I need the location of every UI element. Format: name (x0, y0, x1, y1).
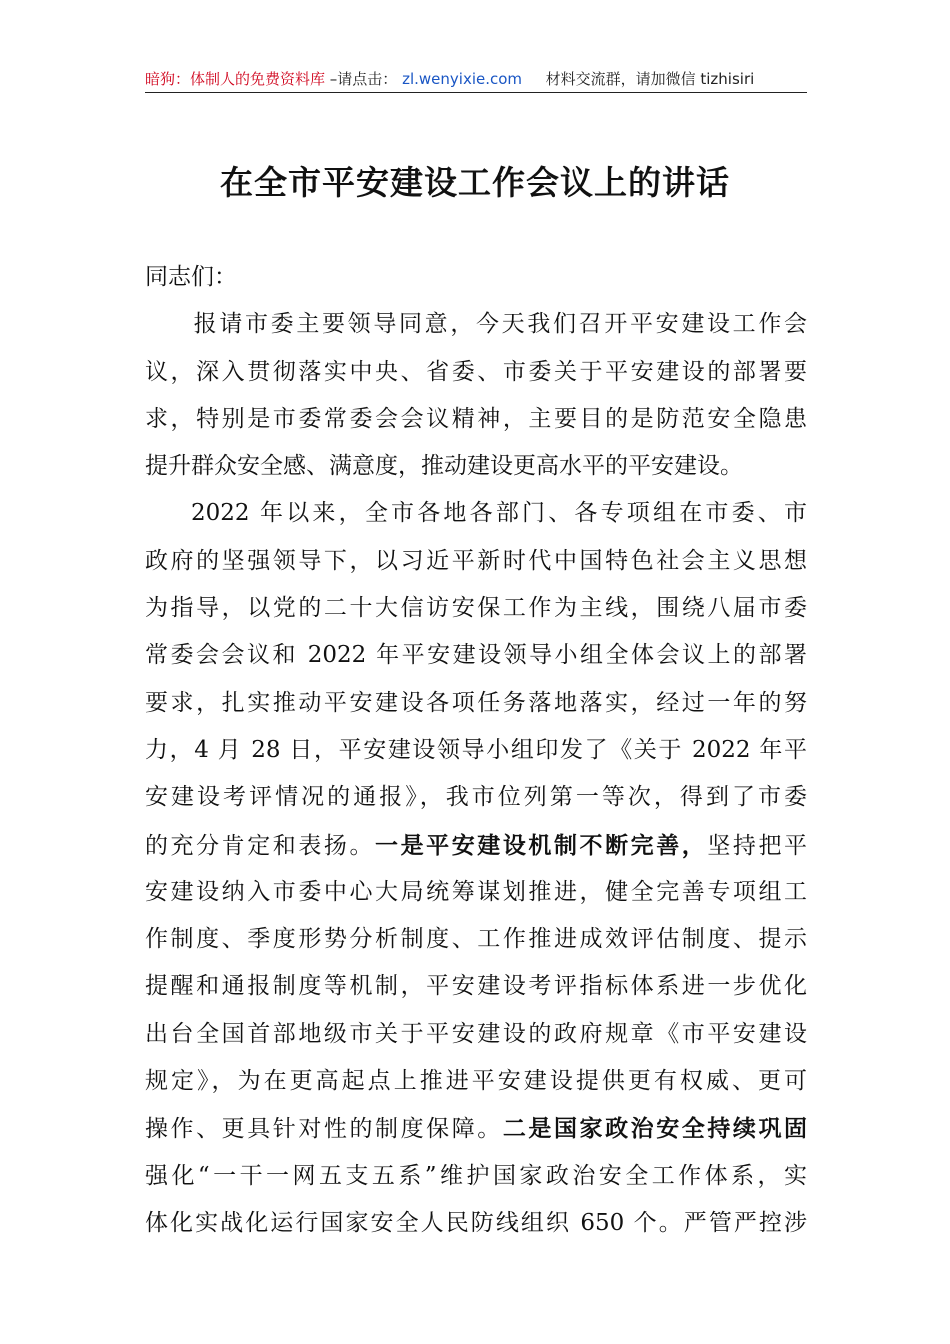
header-click-prompt: –请点击： (329, 70, 398, 88)
paragraph-line: 力，4 月 28 日，平安建设领导小组印发了《关于 2022 年平 (145, 736, 807, 763)
paragraph-line: 2022 年以来，全市各地各部门、各专项组在市委、市 (191, 500, 807, 527)
paragraph-line: 提升群众安全感、满意度，推动建设更高水平的平安建设。 (145, 453, 743, 480)
paragraph-line: 操作、更具针对性的制度保障。二是国家政治安全持续巩固 (145, 1115, 807, 1143)
paragraph-line: 作制度、季度形势分析制度、工作推进成效评估制度、提示 (145, 926, 807, 953)
paragraph-line: 为指导，以党的二十大信访安保工作为主线，围绕八届市委 (145, 595, 807, 622)
paragraph-line: 安建设纳入市委中心大局统筹谋划推进，健全完善专项组工 (145, 878, 807, 905)
document-header (145, 68, 807, 93)
paragraph-line: 政府的坚强领导下，以习近平新时代中国特色社会主义思想 (145, 547, 807, 574)
document-body (145, 254, 807, 1247)
document-title: 在全市平安建设工作会议上的讲话 (220, 163, 730, 202)
greeting: 同志们： (145, 264, 237, 290)
paragraph-line: 求，特别是市委常委会会议精神，主要目的是防范安全隐患 (145, 405, 807, 432)
paragraph-line: 常委会会议和 2022 年平安建设领导小组全体会议上的部署 (145, 642, 807, 669)
key-point-1: 一是平安建设机制不断完善， (375, 831, 708, 859)
paragraph-line: 要求，扎实推动平安建设各项任务落地落实，经过一年的努 (145, 689, 807, 716)
header-wechat-note: 材料交流群，请加微信 tizhisiri (545, 70, 755, 88)
paragraph-line: 出台全国首部地级市关于平安建设的政府规章《市平安建设 (145, 1020, 807, 1047)
header-url-link[interactable]: zl.wenyixie.com (402, 70, 523, 88)
paragraph-line: 提醒和通报制度等机制，平安建设考评指标体系进一步优化 (145, 973, 807, 1000)
paragraph-line: 体化实战化运行国家安全人民防线组织 650 个。严管严控涉 (145, 1209, 807, 1236)
header-brand: 暗狗：体制人的免费资料库 (145, 70, 326, 88)
paragraph-line: 的充分肯定和表扬。一是平安建设机制不断完善，坚持把平 (145, 831, 807, 859)
paragraph-line: 规定》，为在更高起点上推进平安建设提供更有权威、更可 (145, 1068, 807, 1095)
paragraph-line: 强化“一干一网五支五系”维护国家政治安全工作体系，实 (145, 1162, 807, 1189)
paragraph-line: 报请市委主要领导同意，今天我们召开平安建设工作会 (191, 311, 807, 338)
key-point-2: 二是国家政治安全持续巩固 (502, 1115, 807, 1143)
paragraph-line: 安建设考评情况的通报》，我市位列第一等次，得到了市委 (145, 784, 807, 811)
paragraph-line: 议，深入贯彻落实中央、省委、市委关于平安建设的部署要 (145, 358, 807, 385)
